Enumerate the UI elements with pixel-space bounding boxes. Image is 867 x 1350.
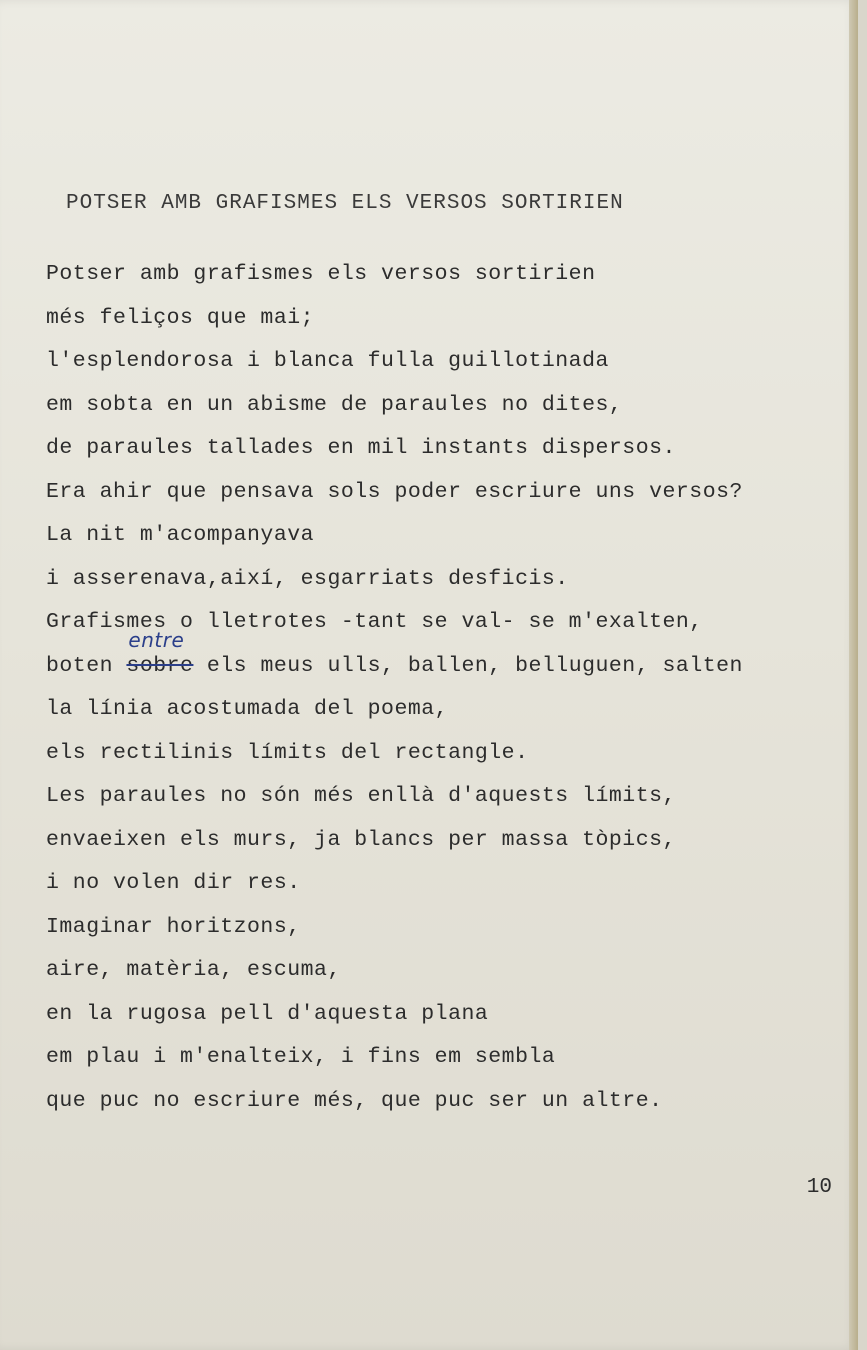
poem-body bbox=[46, 253, 743, 1123]
poem-line: i asserenava,així, esgarriats desficis. bbox=[46, 566, 569, 591]
line-end: els meus ulls, ballen, belluguen, salten bbox=[206, 653, 743, 678]
handwritten-correction bbox=[126, 627, 194, 689]
poem-line: Grafismes o lletrotes -tant se val- se m'exalten, bbox=[46, 610, 703, 634]
poem-line: i no volen dir res. bbox=[46, 871, 301, 895]
poem-line: la línia acostumada del poema, bbox=[46, 697, 449, 721]
poem-line: més feliços que mai; bbox=[46, 305, 315, 330]
poem-line: que puc no escriure més, que puc ser un altre. bbox=[46, 1088, 663, 1113]
poem-line: Les paraules no són més enllà d'aquests límits, bbox=[46, 784, 676, 808]
page-edge bbox=[849, 0, 858, 1350]
poem-title: POTSER AMB GRAFISMES ELS VERSOS SORTIRIEN bbox=[66, 192, 624, 215]
poem-line: de paraules tallades en mil instants dispersos. bbox=[46, 436, 676, 460]
poem-line: en la rugosa pell d'aquesta plana bbox=[46, 1001, 489, 1026]
page-number: 10 bbox=[806, 1176, 832, 1199]
poem-line: Imaginar horitzons, bbox=[46, 914, 301, 939]
struck-word: sobre bbox=[126, 653, 194, 678]
poem-line: aire, matèria, escuma, bbox=[46, 958, 341, 982]
correction-word: entre bbox=[128, 627, 185, 652]
poem-line: La nit m'acompanyava bbox=[46, 523, 315, 547]
poem-line: els rectilinis límits del rectangle. bbox=[46, 740, 529, 765]
poem-line: em plau i m'enalteix, i fins em sembla bbox=[46, 1045, 556, 1069]
poem-line-corrected bbox=[46, 627, 743, 689]
poem-line: l'esplendorosa i blanca fulla guillotinada bbox=[46, 349, 609, 373]
poem-line: Era ahir que pensava sols poder escriure uns versos? bbox=[46, 479, 743, 504]
line-start: boten bbox=[46, 653, 114, 678]
poem-line: envaeixen els murs, ja blancs per massa tòpics, bbox=[46, 827, 676, 852]
poem-line: Potser amb grafismes els versos sortirien bbox=[46, 262, 596, 286]
poem-line: em sobta en un abisme de paraules no dites, bbox=[46, 392, 623, 417]
